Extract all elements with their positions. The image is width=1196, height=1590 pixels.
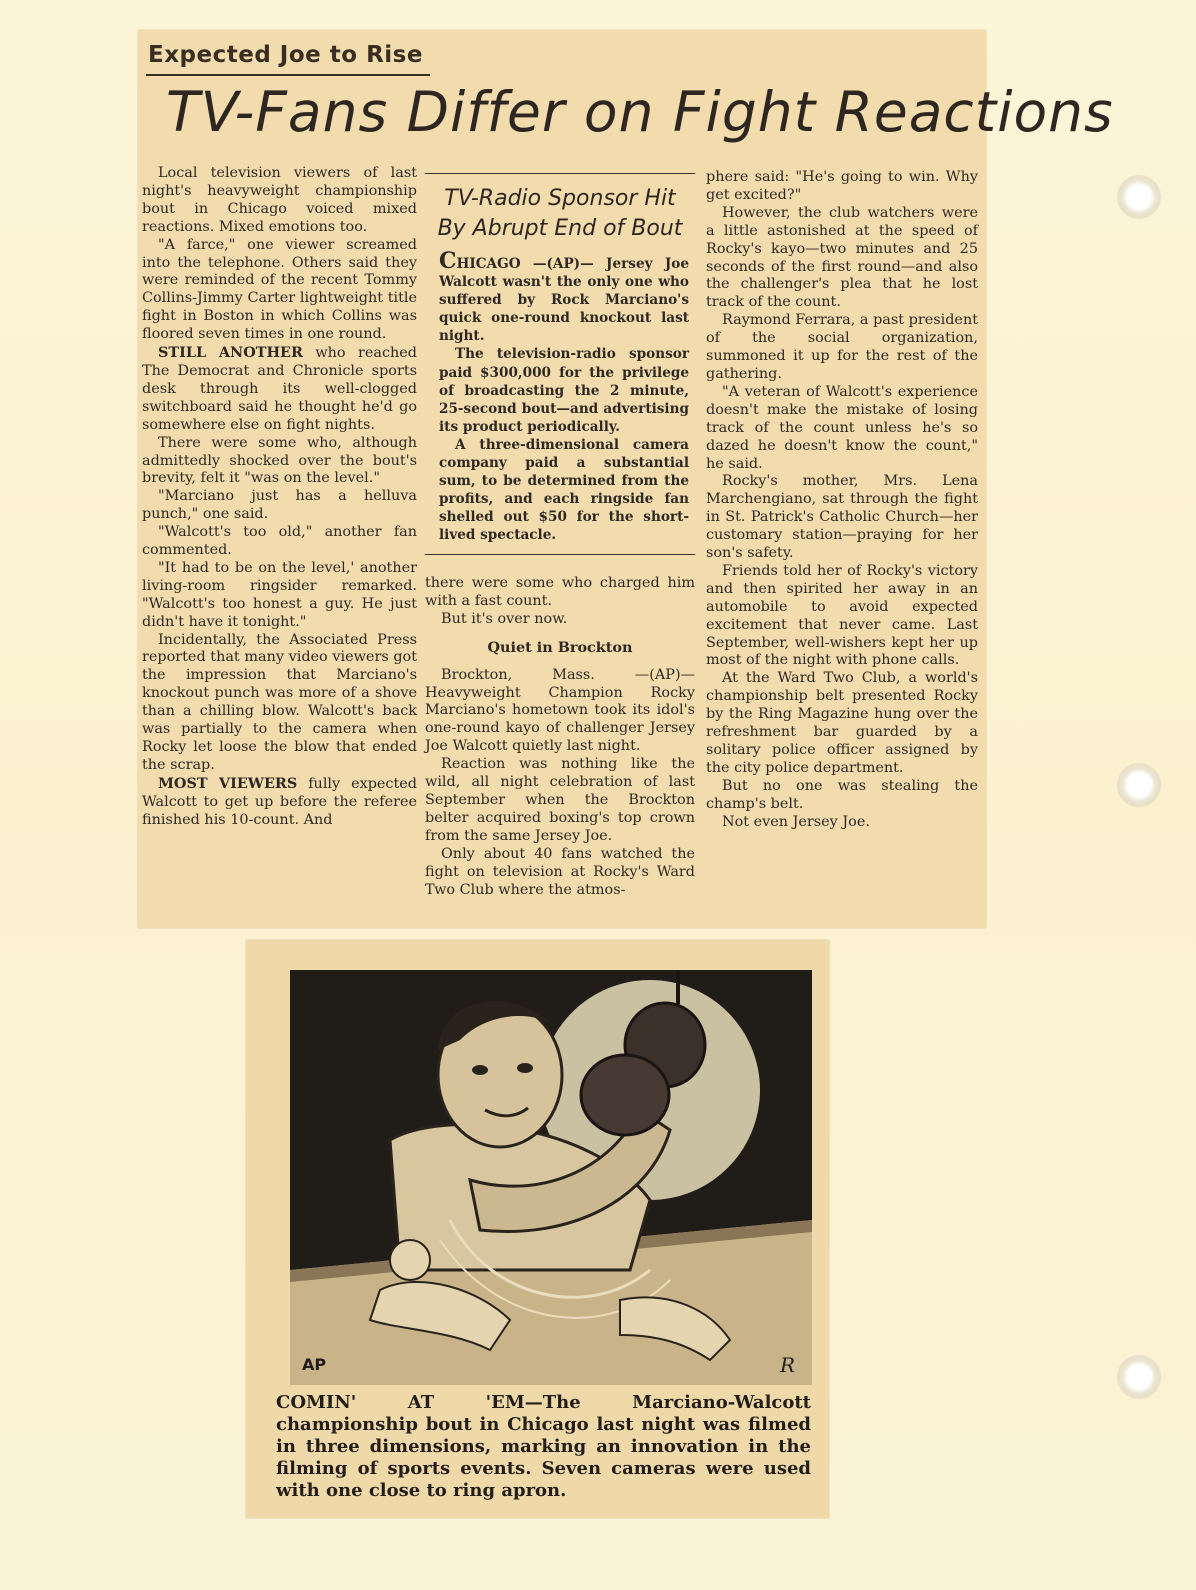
photo-clipping — [246, 940, 829, 1518]
subhead: Quiet in Brockton — [487, 638, 633, 656]
paragraph: Incidentally, the Associated Press reported that many video viewers got the impression that Marciano's knockout punch was more of a shove than a chilling blow. Walcott's back was partially to the camera when Rocky let loose the blow that ended the scrap. — [142, 631, 417, 773]
paragraph: Only about 40 fans watched the fight on television at Rocky's Ward Two Club where the atmos- — [425, 845, 695, 898]
lead-in: MOST VIEWERS — [158, 774, 298, 792]
paragraph: But no one was stealing the champ's belt. — [706, 777, 978, 812]
paragraph: Friends told her of Rocky's victory and then spirited her away in an automobile to avoid expected excitement that never came. Last September, well-wishers kept her up most of the night with phone calls. — [706, 562, 978, 669]
column-2 — [425, 575, 695, 899]
boxing-illustration — [290, 970, 812, 1385]
kicker: Expected Joe to Rise — [148, 42, 423, 68]
binder-hole — [1118, 176, 1160, 218]
paragraph — [142, 775, 417, 830]
paragraph: "Marciano just has a helluva punch," one said. — [142, 488, 417, 523]
sidebar-box — [425, 173, 695, 555]
sidebar-headline — [425, 184, 695, 244]
sidebar-headline-line: TV-Radio Sponsor Hit — [444, 186, 676, 211]
paragraph: Brockton, Mass. —(AP)— Heavyweight Champion Rocky Marciano's hometown took its idol's one-round kayo of challenger Jersey Joe Walcott quietly last night. — [425, 666, 695, 755]
paragraph: At the Ward Two Club, a world's championship belt presented Rocky by the Ring Magazine hung over the refreshment bar guarded by a solitary police officer assigned by the city police department. — [706, 670, 978, 776]
paragraph — [439, 248, 689, 345]
paragraph: there were some who charged him with a fast count. — [425, 575, 695, 609]
paragraph: Local television viewers of last night's heavyweight championship bout in Chicago voiced mixed reactions. Mixed emotions too. — [142, 165, 417, 235]
illustration-art — [290, 970, 812, 1385]
paragraph: Reaction was nothing like the wild, all night celebration of last September when the Brockton belter acquired boxing's top crown from the same Jersey Joe. — [425, 756, 695, 844]
column-1 — [142, 165, 417, 830]
paragraph: The television-radio sponsor paid $300,000 for the privilege of broadcasting the 2 minute, 25-second bout—and advertising its product periodically. — [439, 346, 689, 435]
paragraph: Rocky's mother, Mrs. Lena Marchengiano, sat through the fight in St. Patrick's Catholic Church—her customary station—praying for her son's safety. — [706, 473, 978, 562]
paragraph: "Walcott's too old," another fan commented. — [142, 524, 417, 559]
ap-mark: AP — [302, 1355, 327, 1374]
paragraph: But it's over now. — [441, 610, 568, 627]
paragraph: Not even Jersey Joe. — [722, 813, 870, 830]
paragraph-text: who reached The Democrat and Chronicle sports desk through its well-clogged switchboard said he thought he'd go somewhere else on fight nights. — [142, 345, 417, 433]
paragraph: However, the club watchers were a little astonished at the speed of Rocky's kayo—two minutes and 25 seconds of the first round—and also the challenger's plea that he lost track of the count. — [706, 204, 978, 311]
binder-hole — [1118, 764, 1160, 806]
drop-cap: C — [439, 248, 457, 274]
article-clipping — [138, 30, 1114, 928]
paragraph-text: HICAGO —(AP)— Jersey Joe Walcott wasn't the only one who suffered by Rock Marciano's quick one-round knockout last night. — [439, 256, 689, 345]
paragraph: "A veteran of Walcott's experience doesn't make the mistake of losing track of the count unless he's so dazed he doesn't know the count," he said. — [706, 383, 978, 472]
lead-in: STILL ANOTHER — [158, 344, 303, 362]
paragraph-text: fully expected Walcott to get up before the referee finished his 10-count. And — [142, 775, 418, 828]
column-3 — [706, 169, 978, 832]
paragraph: "A farce," one viewer screamed into the telephone. Others said they were reminded of the recent Tommy Collins-Jimmy Carter lightweight title fight in Boston in which Collins was floored seven times in one round. — [142, 236, 417, 343]
paragraph: A three-dimensional camera company paid a substantial sum, to be determined from the profits, and each ringside fan shelled out $50 for the short-lived spectacle. — [439, 436, 689, 544]
kicker-rule — [146, 74, 430, 76]
paragraph: phere said: "He's going to win. Why get excited?" — [706, 169, 978, 203]
paragraph: There were some who, although admittedly shocked over the bout's brevity, felt it "was on the level." — [142, 434, 417, 487]
paragraph: Raymond Ferrara, a past president of the social organization, summoned it up for the rest of the gathering. — [706, 312, 978, 382]
paragraph — [142, 344, 417, 435]
sidebar-text — [425, 248, 695, 545]
sidebar-headline-line: By Abrupt End of Bout — [437, 216, 683, 241]
binder-hole — [1118, 1356, 1160, 1398]
photo-caption: COMIN' AT 'EM—The Marciano-Walcott championship bout in Chicago last night was filmed in three dimensions, marking an innovation in the filming of sports events. Seven cameras were used with one close to ring apron. — [276, 1392, 811, 1501]
paragraph: "It had to be on the level,' another living-room ringsider remarked. "Walcott's too honest a guy. He just didn't have it tonight." — [142, 559, 417, 630]
artist-mark: R — [780, 1353, 796, 1377]
headline: TV-Fans Differ on Fight Reactions — [166, 80, 1114, 144]
